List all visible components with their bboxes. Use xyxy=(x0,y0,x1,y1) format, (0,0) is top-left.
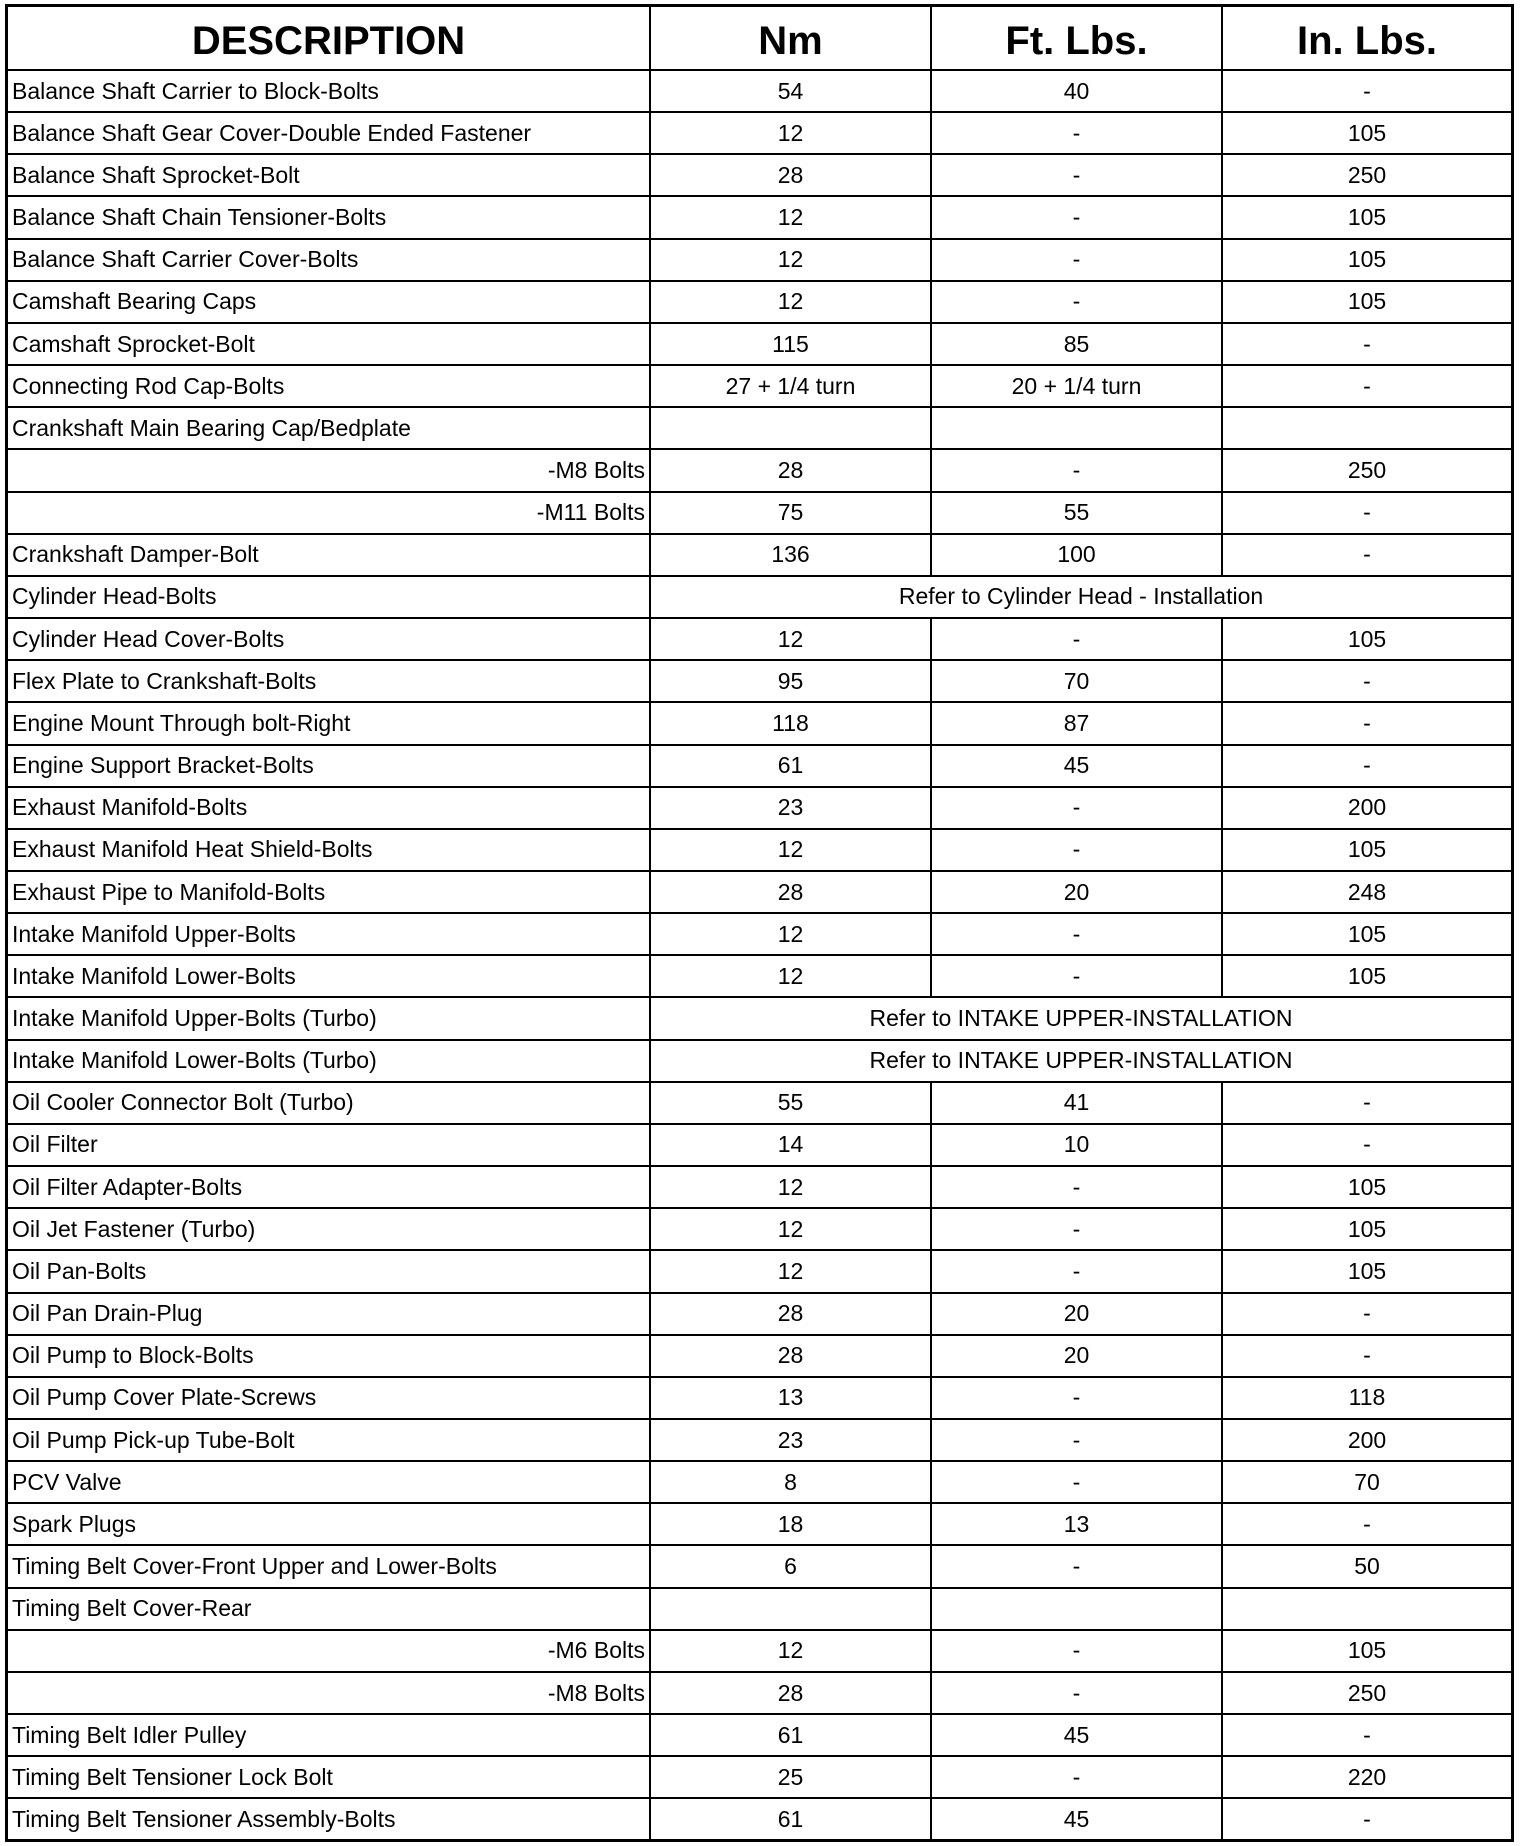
nm-cell: 12 xyxy=(650,196,931,238)
nm-cell: 55 xyxy=(650,1082,931,1124)
nm-cell: 23 xyxy=(650,787,931,829)
description-cell: Intake Manifold Lower-Bolts (Turbo) xyxy=(8,1040,650,1082)
ft-lbs-cell xyxy=(931,407,1222,449)
nm-cell: 118 xyxy=(650,702,931,744)
table-row xyxy=(8,702,1511,744)
in-lbs-cell: - xyxy=(1222,365,1511,407)
in-lbs-cell xyxy=(1222,407,1511,449)
nm-cell: 13 xyxy=(650,1377,931,1419)
in-lbs-cell: - xyxy=(1222,323,1511,365)
description-cell: Exhaust Manifold Heat Shield-Bolts xyxy=(8,829,650,871)
table-row xyxy=(8,1714,1511,1756)
nm-cell: 12 xyxy=(650,239,931,281)
nm-cell: 54 xyxy=(650,70,931,112)
nm-cell: 12 xyxy=(650,1208,931,1250)
in-lbs-cell: 105 xyxy=(1222,239,1511,281)
description-cell: Oil Pan-Bolts xyxy=(8,1250,650,1292)
description-cell: Balance Shaft Carrier Cover-Bolts xyxy=(8,239,650,281)
description-cell: Exhaust Manifold-Bolts xyxy=(8,787,650,829)
ft-lbs-cell: 20 xyxy=(931,1335,1222,1377)
in-lbs-cell: 250 xyxy=(1222,154,1511,196)
table-row xyxy=(8,1124,1511,1166)
in-lbs-cell: 105 xyxy=(1222,1166,1511,1208)
nm-cell xyxy=(650,407,931,449)
table-row xyxy=(8,829,1511,871)
table-row xyxy=(8,1166,1511,1208)
table-row xyxy=(8,576,1511,618)
description-cell: Intake Manifold Upper-Bolts (Turbo) xyxy=(8,997,650,1039)
nm-cell: 28 xyxy=(650,871,931,913)
table-row xyxy=(8,492,1511,534)
ft-lbs-cell: - xyxy=(931,1756,1222,1798)
reference-note-cell: Refer to INTAKE UPPER-INSTALLATION xyxy=(650,997,1511,1039)
description-cell: Cylinder Head-Bolts xyxy=(8,576,650,618)
description-cell: Spark Plugs xyxy=(8,1503,650,1545)
ft-lbs-cell xyxy=(931,1588,1222,1630)
nm-cell: 12 xyxy=(650,913,931,955)
ft-lbs-cell: - xyxy=(931,154,1222,196)
table-row xyxy=(8,1250,1511,1292)
ft-lbs-cell: 20 xyxy=(931,1293,1222,1335)
nm-cell xyxy=(650,1588,931,1630)
in-lbs-cell: - xyxy=(1222,660,1511,702)
table-row xyxy=(8,1630,1511,1672)
nm-cell: 61 xyxy=(650,1798,931,1839)
table-row xyxy=(8,787,1511,829)
in-lbs-cell: - xyxy=(1222,745,1511,787)
ft-lbs-cell: - xyxy=(931,1630,1222,1672)
description-cell: -M8 Bolts xyxy=(8,1672,650,1714)
table-row xyxy=(8,1335,1511,1377)
ft-lbs-cell: - xyxy=(931,1208,1222,1250)
description-cell: Oil Cooler Connector Bolt (Turbo) xyxy=(8,1082,650,1124)
reference-note-cell: Refer to INTAKE UPPER-INSTALLATION xyxy=(650,1040,1511,1082)
nm-cell: 61 xyxy=(650,1714,931,1756)
table-row xyxy=(8,1040,1511,1082)
description-cell: Timing Belt Cover-Front Upper and Lower-Bolts xyxy=(8,1545,650,1587)
ft-lbs-cell: - xyxy=(931,449,1222,491)
nm-cell: 61 xyxy=(650,745,931,787)
table-row xyxy=(8,1419,1511,1461)
in-lbs-cell: 105 xyxy=(1222,955,1511,997)
description-cell: Camshaft Bearing Caps xyxy=(8,281,650,323)
ft-lbs-cell: 45 xyxy=(931,1714,1222,1756)
nm-cell: 12 xyxy=(650,1166,931,1208)
description-cell: -M6 Bolts xyxy=(8,1630,650,1672)
ft-lbs-cell: 20 xyxy=(931,871,1222,913)
ft-lbs-cell: 55 xyxy=(931,492,1222,534)
table-row xyxy=(8,1503,1511,1545)
description-cell: Balance Shaft Chain Tensioner-Bolts xyxy=(8,196,650,238)
description-cell: Intake Manifold Lower-Bolts xyxy=(8,955,650,997)
ft-lbs-cell: 20 + 1/4 turn xyxy=(931,365,1222,407)
ft-lbs-cell: 41 xyxy=(931,1082,1222,1124)
in-lbs-cell: 250 xyxy=(1222,1672,1511,1714)
in-lbs-cell: 200 xyxy=(1222,787,1511,829)
in-lbs-cell: - xyxy=(1222,702,1511,744)
nm-cell: 25 xyxy=(650,1756,931,1798)
in-lbs-cell: 220 xyxy=(1222,1756,1511,1798)
description-cell: Intake Manifold Upper-Bolts xyxy=(8,913,650,955)
in-lbs-cell: - xyxy=(1222,1293,1511,1335)
nm-cell: 28 xyxy=(650,449,931,491)
in-lbs-cell: - xyxy=(1222,1335,1511,1377)
description-cell: PCV Valve xyxy=(8,1461,650,1503)
description-cell: Balance Shaft Sprocket-Bolt xyxy=(8,154,650,196)
description-cell: Oil Filter xyxy=(8,1124,650,1166)
header-in-lbs: In. Lbs. xyxy=(1222,7,1511,70)
ft-lbs-cell: - xyxy=(931,829,1222,871)
in-lbs-cell: 105 xyxy=(1222,829,1511,871)
description-cell: Timing Belt Tensioner Lock Bolt xyxy=(8,1756,650,1798)
table-row xyxy=(8,1756,1511,1798)
torque-table xyxy=(8,7,1511,1839)
description-cell: Flex Plate to Crankshaft-Bolts xyxy=(8,660,650,702)
in-lbs-cell: 118 xyxy=(1222,1377,1511,1419)
ft-lbs-cell: - xyxy=(931,1250,1222,1292)
nm-cell: 28 xyxy=(650,1335,931,1377)
in-lbs-cell: 105 xyxy=(1222,281,1511,323)
table-row xyxy=(8,407,1511,449)
nm-cell: 18 xyxy=(650,1503,931,1545)
table-row xyxy=(8,1461,1511,1503)
header-row xyxy=(8,7,1511,70)
table-row xyxy=(8,618,1511,660)
ft-lbs-cell: 100 xyxy=(931,534,1222,576)
nm-cell: 12 xyxy=(650,618,931,660)
torque-spec-table xyxy=(5,4,1514,1842)
ft-lbs-cell: - xyxy=(931,1419,1222,1461)
description-cell: Oil Pump Cover Plate-Screws xyxy=(8,1377,650,1419)
reference-note-cell: Refer to Cylinder Head - Installation xyxy=(650,576,1511,618)
in-lbs-cell xyxy=(1222,1588,1511,1630)
table-row xyxy=(8,1082,1511,1124)
in-lbs-cell: 105 xyxy=(1222,1250,1511,1292)
nm-cell: 12 xyxy=(650,1630,931,1672)
ft-lbs-cell: - xyxy=(931,787,1222,829)
nm-cell: 28 xyxy=(650,1293,931,1335)
ft-lbs-cell: - xyxy=(931,1377,1222,1419)
table-row xyxy=(8,913,1511,955)
nm-cell: 115 xyxy=(650,323,931,365)
description-cell: Engine Mount Through bolt-Right xyxy=(8,702,650,744)
in-lbs-cell: - xyxy=(1222,70,1511,112)
description-cell: Timing Belt Tensioner Assembly-Bolts xyxy=(8,1798,650,1839)
nm-cell: 12 xyxy=(650,281,931,323)
table-row xyxy=(8,70,1511,112)
description-cell: Exhaust Pipe to Manifold-Bolts xyxy=(8,871,650,913)
description-cell: -M8 Bolts xyxy=(8,449,650,491)
nm-cell: 27 + 1/4 turn xyxy=(650,365,931,407)
table-row xyxy=(8,323,1511,365)
nm-cell: 14 xyxy=(650,1124,931,1166)
table-row xyxy=(8,997,1511,1039)
description-cell: Balance Shaft Gear Cover-Double Ended Fastener xyxy=(8,112,650,154)
in-lbs-cell: - xyxy=(1222,1714,1511,1756)
table-row xyxy=(8,660,1511,702)
description-cell: Timing Belt Idler Pulley xyxy=(8,1714,650,1756)
in-lbs-cell: - xyxy=(1222,1503,1511,1545)
description-cell: Crankshaft Main Bearing Cap/Bedplate xyxy=(8,407,650,449)
in-lbs-cell: 50 xyxy=(1222,1545,1511,1587)
table-row xyxy=(8,112,1511,154)
ft-lbs-cell: 87 xyxy=(931,702,1222,744)
description-cell: Crankshaft Damper-Bolt xyxy=(8,534,650,576)
nm-cell: 23 xyxy=(650,1419,931,1461)
ft-lbs-cell: 45 xyxy=(931,745,1222,787)
nm-cell: 8 xyxy=(650,1461,931,1503)
nm-cell: 28 xyxy=(650,1672,931,1714)
nm-cell: 12 xyxy=(650,1250,931,1292)
in-lbs-cell: 105 xyxy=(1222,196,1511,238)
in-lbs-cell: - xyxy=(1222,1798,1511,1839)
description-cell: Engine Support Bracket-Bolts xyxy=(8,745,650,787)
description-cell: Balance Shaft Carrier to Block-Bolts xyxy=(8,70,650,112)
table-row xyxy=(8,1377,1511,1419)
nm-cell: 12 xyxy=(650,955,931,997)
table-row xyxy=(8,196,1511,238)
ft-lbs-cell: - xyxy=(931,1461,1222,1503)
in-lbs-cell: 248 xyxy=(1222,871,1511,913)
table-row xyxy=(8,1293,1511,1335)
description-cell: -M11 Bolts xyxy=(8,492,650,534)
in-lbs-cell: 105 xyxy=(1222,112,1511,154)
ft-lbs-cell: - xyxy=(931,112,1222,154)
description-cell: Oil Jet Fastener (Turbo) xyxy=(8,1208,650,1250)
header-nm: Nm xyxy=(650,7,931,70)
description-cell: Oil Pan Drain-Plug xyxy=(8,1293,650,1335)
table-row xyxy=(8,745,1511,787)
ft-lbs-cell: - xyxy=(931,281,1222,323)
ft-lbs-cell: 85 xyxy=(931,323,1222,365)
description-cell: Timing Belt Cover-Rear xyxy=(8,1588,650,1630)
table-row xyxy=(8,365,1511,407)
in-lbs-cell: 105 xyxy=(1222,618,1511,660)
nm-cell: 95 xyxy=(650,660,931,702)
ft-lbs-cell: - xyxy=(931,913,1222,955)
ft-lbs-cell: - xyxy=(931,955,1222,997)
ft-lbs-cell: - xyxy=(931,1672,1222,1714)
table-row xyxy=(8,534,1511,576)
description-cell: Oil Pump Pick-up Tube-Bolt xyxy=(8,1419,650,1461)
table-row xyxy=(8,154,1511,196)
in-lbs-cell: 105 xyxy=(1222,1630,1511,1672)
table-row xyxy=(8,239,1511,281)
header-description: DESCRIPTION xyxy=(8,7,650,70)
in-lbs-cell: 250 xyxy=(1222,449,1511,491)
table-body xyxy=(8,70,1511,1839)
in-lbs-cell: - xyxy=(1222,492,1511,534)
ft-lbs-cell: - xyxy=(931,1166,1222,1208)
in-lbs-cell: 105 xyxy=(1222,1208,1511,1250)
ft-lbs-cell: - xyxy=(931,1545,1222,1587)
ft-lbs-cell: - xyxy=(931,196,1222,238)
description-cell: Cylinder Head Cover-Bolts xyxy=(8,618,650,660)
nm-cell: 75 xyxy=(650,492,931,534)
table-row xyxy=(8,955,1511,997)
table-row xyxy=(8,1588,1511,1630)
header-ft-lbs: Ft. Lbs. xyxy=(931,7,1222,70)
nm-cell: 136 xyxy=(650,534,931,576)
description-cell: Oil Filter Adapter-Bolts xyxy=(8,1166,650,1208)
description-cell: Camshaft Sprocket-Bolt xyxy=(8,323,650,365)
table-row xyxy=(8,1545,1511,1587)
table-row xyxy=(8,281,1511,323)
in-lbs-cell: - xyxy=(1222,1124,1511,1166)
in-lbs-cell: 105 xyxy=(1222,913,1511,955)
nm-cell: 6 xyxy=(650,1545,931,1587)
nm-cell: 12 xyxy=(650,829,931,871)
nm-cell: 12 xyxy=(650,112,931,154)
in-lbs-cell: - xyxy=(1222,1082,1511,1124)
in-lbs-cell: 200 xyxy=(1222,1419,1511,1461)
table-row xyxy=(8,871,1511,913)
table-row xyxy=(8,449,1511,491)
ft-lbs-cell: - xyxy=(931,239,1222,281)
table-row xyxy=(8,1208,1511,1250)
ft-lbs-cell: 45 xyxy=(931,1798,1222,1839)
ft-lbs-cell: 13 xyxy=(931,1503,1222,1545)
in-lbs-cell: 70 xyxy=(1222,1461,1511,1503)
ft-lbs-cell: 40 xyxy=(931,70,1222,112)
nm-cell: 28 xyxy=(650,154,931,196)
description-cell: Connecting Rod Cap-Bolts xyxy=(8,365,650,407)
ft-lbs-cell: - xyxy=(931,618,1222,660)
ft-lbs-cell: 10 xyxy=(931,1124,1222,1166)
table-row xyxy=(8,1798,1511,1839)
description-cell: Oil Pump to Block-Bolts xyxy=(8,1335,650,1377)
table-row xyxy=(8,1672,1511,1714)
in-lbs-cell: - xyxy=(1222,534,1511,576)
ft-lbs-cell: 70 xyxy=(931,660,1222,702)
